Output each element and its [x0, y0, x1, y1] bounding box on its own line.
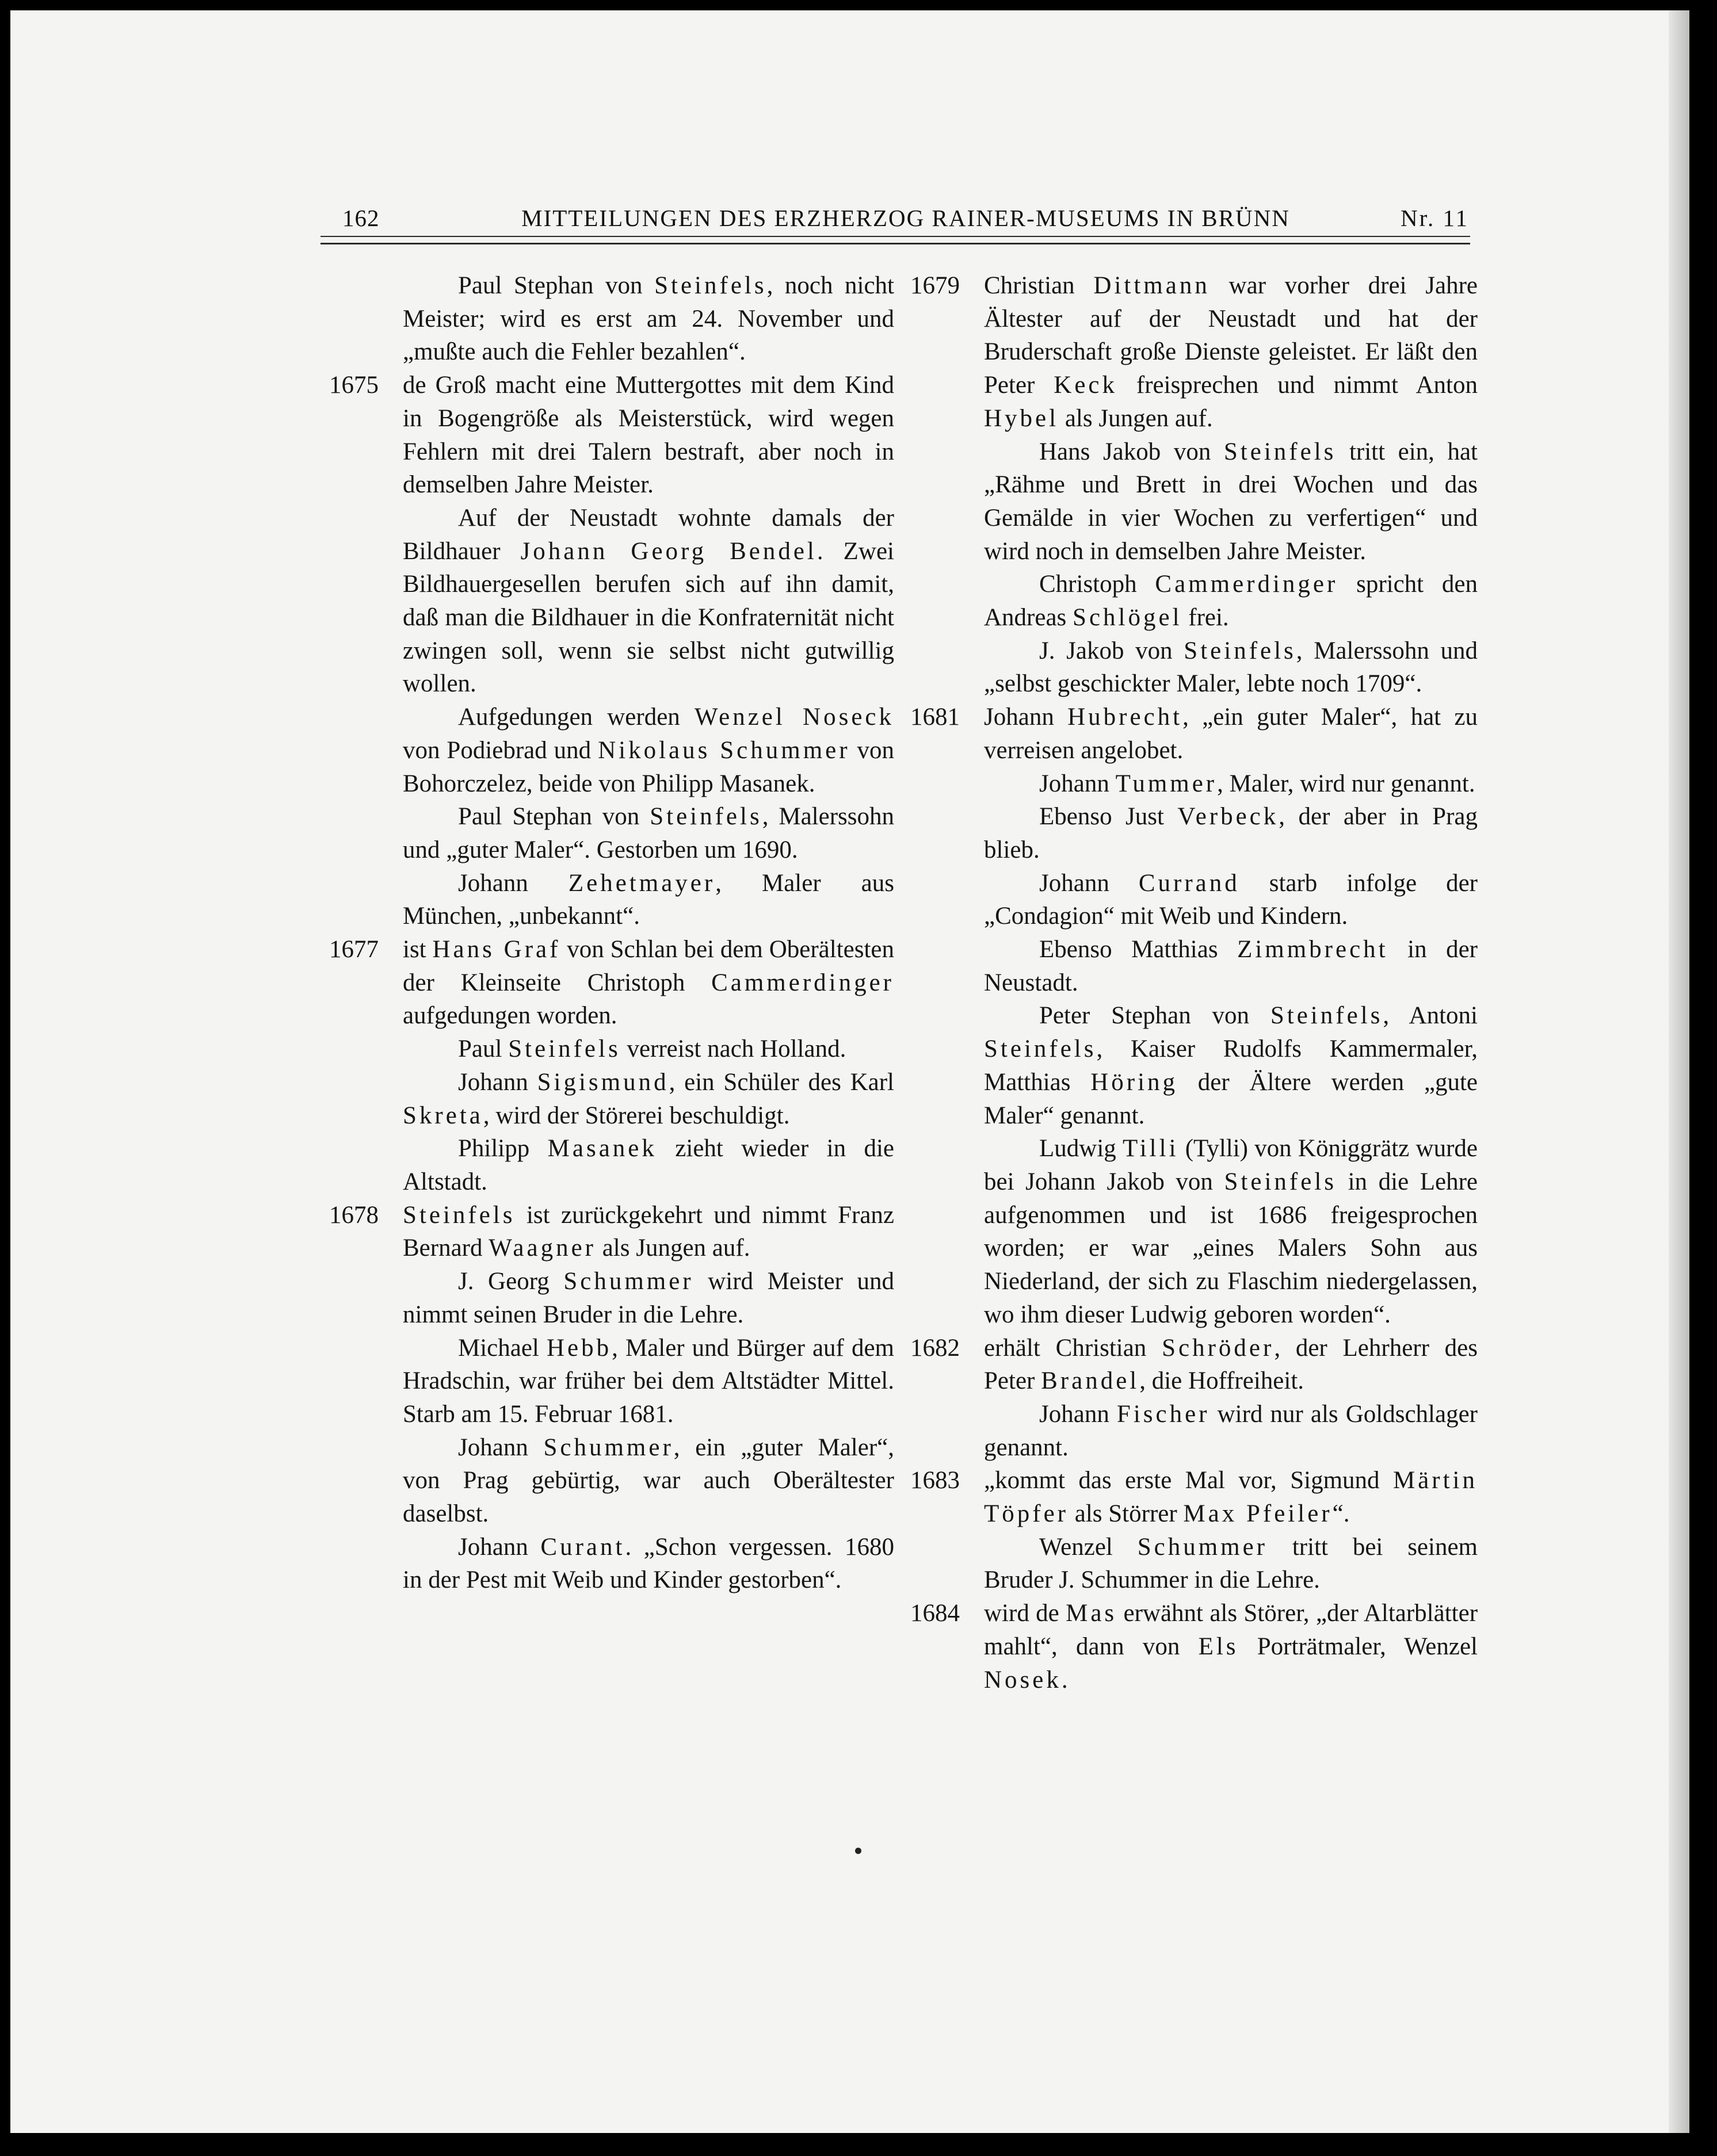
text-run: , Kaiser Rudolfs Kammermaler, Matthias	[984, 1035, 1478, 1096]
entry-paragraph	[403, 1132, 894, 1198]
spaced-name: Märtin Töpfer	[984, 1467, 1478, 1528]
text-run: erhält Christian	[984, 1334, 1162, 1362]
text-run: Ebenso Matthias	[1039, 936, 1238, 964]
entry-year: 1683	[910, 1467, 960, 1494]
spaced-name: Keck	[1054, 372, 1117, 399]
entry-paragraph	[984, 435, 1478, 568]
entry-paragraph	[984, 1531, 1478, 1597]
entry-paragraph	[984, 867, 1478, 933]
text-run: aufgedungen worden.	[403, 1002, 617, 1030]
text-run: Johann	[458, 1533, 541, 1561]
entry-paragraph	[403, 1265, 894, 1331]
spaced-name: Schummer	[563, 1268, 694, 1295]
issue-number: Nr. 11	[1401, 205, 1469, 231]
text-run: Auf der Neustadt wohnte damals der Bildhauer	[403, 504, 894, 565]
text-run: frei.	[1182, 604, 1229, 632]
text-run: , die Hoffreiheit.	[1139, 1367, 1304, 1395]
header-rule	[320, 236, 1470, 244]
spaced-name: Höring	[1090, 1068, 1178, 1096]
spaced-name: Schummer	[1137, 1533, 1268, 1561]
text-run: war vorher drei Jahre Ältester auf der Neustadt und hat der Bruderschaft große Dienste geleistet. Er läßt den Peter	[984, 272, 1478, 399]
spaced-name: Nikolaus Schummer	[598, 736, 850, 764]
text-run: , Maler und Bürger auf dem Hradschin, war früher bei dem Altstädter Mittel. Starb am 15. Februar 1681.	[403, 1334, 894, 1428]
entry-paragraph	[403, 269, 894, 369]
spaced-name: Waagner	[489, 1234, 596, 1262]
text-run: ist	[403, 936, 433, 964]
text-run: “.	[1332, 1500, 1350, 1528]
entry-paragraph	[984, 634, 1478, 701]
spaced-name: Hebb	[546, 1334, 612, 1362]
entry-paragraph	[984, 1132, 1478, 1331]
text-run: (Tylli) von Königgrätz wurde bei Johann Jakob von	[984, 1135, 1478, 1195]
spaced-name: Hans Graf	[432, 936, 561, 964]
text-run: Ebenso Just	[1039, 803, 1178, 831]
spaced-name: Max Pfeiler	[1183, 1500, 1333, 1528]
entry-paragraph	[329, 933, 894, 1033]
spaced-name: Zehetmayer	[568, 869, 716, 897]
spaced-name: Schröder	[1162, 1334, 1275, 1362]
entry-paragraph	[403, 1033, 894, 1066]
text-run: , ein Schüler des Karl	[669, 1068, 895, 1096]
text-run: tritt ein, hat „Rähme und Brett in drei Wochen und das Gemälde in vier Wochen zu verfertigen“ und wird noch in demselben Jahre Meister.	[984, 438, 1478, 565]
spaced-name: Cammerdinger	[711, 969, 894, 996]
text-run: , Maler, wird nur genannt.	[1217, 770, 1475, 797]
entry-paragraph	[910, 1464, 1478, 1530]
text-run: der Ältere werden „gute Maler“ genannt.	[984, 1068, 1478, 1129]
spaced-name: Steinfels	[650, 803, 762, 831]
entry-paragraph	[910, 269, 1478, 435]
entry-paragraph	[403, 502, 894, 701]
text-run: , der Lehrherr des Peter	[984, 1334, 1478, 1395]
entry-paragraph	[403, 800, 894, 866]
entry-year: 1678	[329, 1201, 379, 1229]
spaced-name: Brandel	[1041, 1367, 1140, 1395]
text-run: tritt bei seinem Bruder J. Schummer in die Lehre.	[984, 1533, 1478, 1594]
text-run: J. Georg	[458, 1268, 564, 1295]
text-run: als Jungen auf.	[1059, 404, 1213, 432]
text-run: verreist nach Holland.	[620, 1035, 846, 1063]
spaced-name: Verbeck	[1177, 803, 1279, 831]
spaced-name: Schlögel	[1073, 604, 1182, 632]
text-run: Michael	[458, 1334, 547, 1362]
entry-paragraph	[403, 701, 894, 800]
entry-year: 1675	[329, 372, 379, 399]
spaced-name: Dittmann	[1093, 272, 1210, 299]
text-run: Philipp	[458, 1135, 548, 1163]
text-run: wird de	[984, 1600, 1066, 1627]
text-run: , Malerssohn und „guter Maler“. Gestorben um 1690.	[403, 803, 895, 863]
text-run: , Antoni	[1383, 1002, 1478, 1030]
text-run: ist zurückgekehrt und nimmt Franz Bernard	[403, 1201, 894, 1262]
text-run: als Störrer	[1069, 1500, 1184, 1528]
spaced-name: Steinfels	[654, 272, 767, 299]
spaced-name: Els	[1198, 1633, 1239, 1660]
text-run: Johann	[458, 1068, 537, 1096]
text-run: Porträtmaler, Wenzel	[1238, 1633, 1478, 1660]
text-run: . Zwei Bildhauergesellen berufen sich auf ihn damit, daß man die Bildhauer in die Konfraternität nicht zwingen soll, wenn sie selbst nicht gutwillig wollen.	[403, 537, 894, 698]
spaced-name: Hubrecht	[1067, 704, 1183, 731]
text-run: . „Schon vergessen. 1680 in der Pest mit Weib und Kinder gestorben“.	[403, 1533, 894, 1594]
entry-paragraph	[910, 701, 1478, 767]
entry-paragraph	[910, 1332, 1478, 1398]
spaced-name: Skreta	[403, 1102, 483, 1129]
entry-year: 1684	[910, 1600, 960, 1627]
spaced-name: Sigismund	[537, 1068, 669, 1096]
entry-paragraph	[329, 369, 894, 502]
spaced-name: Wenzel Noseck	[694, 704, 894, 731]
entry-paragraph	[984, 767, 1478, 801]
spaced-name: Steinfels	[1270, 1002, 1383, 1030]
text-run: in die Lehre aufgenommen und ist 1686 freigesprochen worden; er war „eines Malers Sohn aus Niederland, der sich zu Flaschim niedergelassen, wo ihm dieser Ludwig geboren worden“.	[984, 1168, 1478, 1328]
left-column	[329, 269, 895, 1597]
spaced-name: Steinfels	[1223, 438, 1337, 465]
spaced-name: Zimmbrecht	[1237, 936, 1388, 964]
spaced-name: Fischer	[1116, 1400, 1210, 1428]
spaced-name: Steinfels	[403, 1201, 516, 1229]
text-run: , Maler aus München, „unbekannt“.	[403, 869, 894, 930]
right-column	[910, 269, 1478, 1696]
entry-year: 1682	[910, 1334, 960, 1362]
spaced-name: Hybel	[984, 404, 1059, 432]
text-run: , ein „guter Maler“, von Prag gebürtig, war auch Oberältester daselbst.	[403, 1433, 894, 1528]
entry-paragraph	[984, 800, 1478, 866]
text-run: Johann	[458, 869, 568, 897]
entry-paragraph	[984, 568, 1478, 634]
text-run: , Malerssohn und „selbst geschickter Maler, lebte noch 1709“.	[984, 637, 1478, 698]
text-run: Christian	[984, 272, 1094, 299]
entry-paragraph	[984, 1398, 1478, 1464]
entry-paragraph	[403, 867, 894, 933]
text-run: starb infolge der „Condagion“ mit Weib und Kindern.	[984, 869, 1478, 930]
text-run: erwähnt als Störer, „der Altarblätter mahlt“, dann von	[984, 1600, 1478, 1660]
text-run: .	[1061, 1666, 1068, 1694]
entry-paragraph	[910, 1597, 1478, 1696]
spaced-name: Steinfels	[1184, 637, 1296, 664]
running-title: MITTEILUNGEN DES ERZHERZOG RAINER-MUSEUMS IN BRÜNN	[521, 205, 1290, 231]
entry-paragraph	[329, 1199, 894, 1265]
text-run: Johann	[1039, 770, 1116, 797]
text-run: Hans Jakob von	[1039, 438, 1224, 465]
entry-year: 1677	[329, 936, 379, 964]
text-run: Christoph	[1039, 571, 1155, 598]
entry-year: 1681	[910, 704, 960, 731]
spaced-name: Masanek	[547, 1135, 657, 1163]
text-run: Paul Stephan von	[458, 272, 655, 299]
spaced-name: Schummer	[543, 1433, 674, 1461]
spaced-name: Tilli	[1122, 1135, 1179, 1163]
text-run: Paul Stephan von	[458, 803, 650, 831]
text-run: , der aber in Prag blieb.	[984, 803, 1478, 863]
text-run: zieht wieder in die Altstadt.	[403, 1135, 894, 1195]
text-run: Johann	[1039, 1400, 1117, 1428]
page-header	[342, 204, 1469, 236]
text-run: , wird der Störerei beschuldigt.	[483, 1102, 790, 1129]
spaced-name: Mas	[1066, 1600, 1117, 1627]
spaced-name: Steinfels	[984, 1035, 1097, 1063]
entry-paragraph	[403, 1332, 894, 1431]
spaced-name: Currand	[1138, 869, 1240, 897]
entry-paragraph	[403, 1531, 894, 1597]
entry-paragraph	[403, 1431, 894, 1531]
page-edge-shadow	[1669, 10, 1689, 2133]
spaced-name: Curant	[540, 1533, 625, 1561]
spaced-name: Cammerdinger	[1155, 571, 1338, 598]
text-run: als Jungen auf.	[596, 1234, 750, 1262]
text-run: Johann	[458, 1433, 544, 1461]
text-run: spricht den Andreas	[984, 571, 1478, 632]
text-run: Paul	[458, 1035, 509, 1063]
text-run: J. Jakob von	[1039, 637, 1184, 664]
spaced-name: Nosek	[984, 1666, 1062, 1694]
text-run: , „ein guter Maler“, hat zu verreisen angelobet.	[984, 704, 1478, 764]
text-run: de Groß macht eine Muttergottes mit dem Kind in Bogengröße als Meisterstück, wird wegen Fehlern mit drei Talern bestraft, aber noch in demselben Jahre Meister.	[403, 372, 894, 499]
entry-paragraph	[403, 1066, 894, 1132]
spaced-name: Steinfels	[508, 1035, 621, 1063]
text-run: , noch nicht Meister; wird es erst am 24. November und „mußte auch die Fehler bezahlen“.	[403, 272, 894, 366]
spaced-name: Steinfels	[1224, 1168, 1337, 1195]
text-run: wird nur als Goldschlager genannt.	[984, 1400, 1478, 1461]
text-run: von Podiebrad und	[403, 736, 598, 764]
text-run: Peter Stephan von	[1039, 1002, 1270, 1030]
page-number: 162	[342, 205, 380, 231]
text-run: Aufgedungen werden	[458, 704, 695, 731]
text-run: Johann	[984, 704, 1068, 731]
spaced-name: Tummer	[1115, 770, 1218, 797]
text-run: Johann	[1039, 869, 1139, 897]
text-run: von Schlan bei dem Oberältesten der Kleinseite Christoph	[403, 936, 894, 996]
entry-year: 1679	[910, 272, 960, 299]
text-run: in der Neustadt.	[984, 936, 1478, 996]
entry-paragraph	[984, 999, 1478, 1132]
text-run: „kommt das erste Mal vor, Sigmund	[984, 1467, 1393, 1494]
spaced-name: Johann Georg Bendel	[520, 537, 817, 565]
text-run: von Bohorczelez, beide von Philipp Masanek.	[403, 736, 894, 797]
text-run: wird Meister und nimmt seinen Bruder in die Lehre.	[403, 1268, 895, 1328]
entry-paragraph	[984, 933, 1478, 999]
ink-dot-mark	[855, 1848, 861, 1854]
text-run: Ludwig	[1039, 1135, 1123, 1163]
text-run: freisprechen und nimmt Anton	[1117, 372, 1478, 399]
text-run: Wenzel	[1039, 1533, 1138, 1561]
